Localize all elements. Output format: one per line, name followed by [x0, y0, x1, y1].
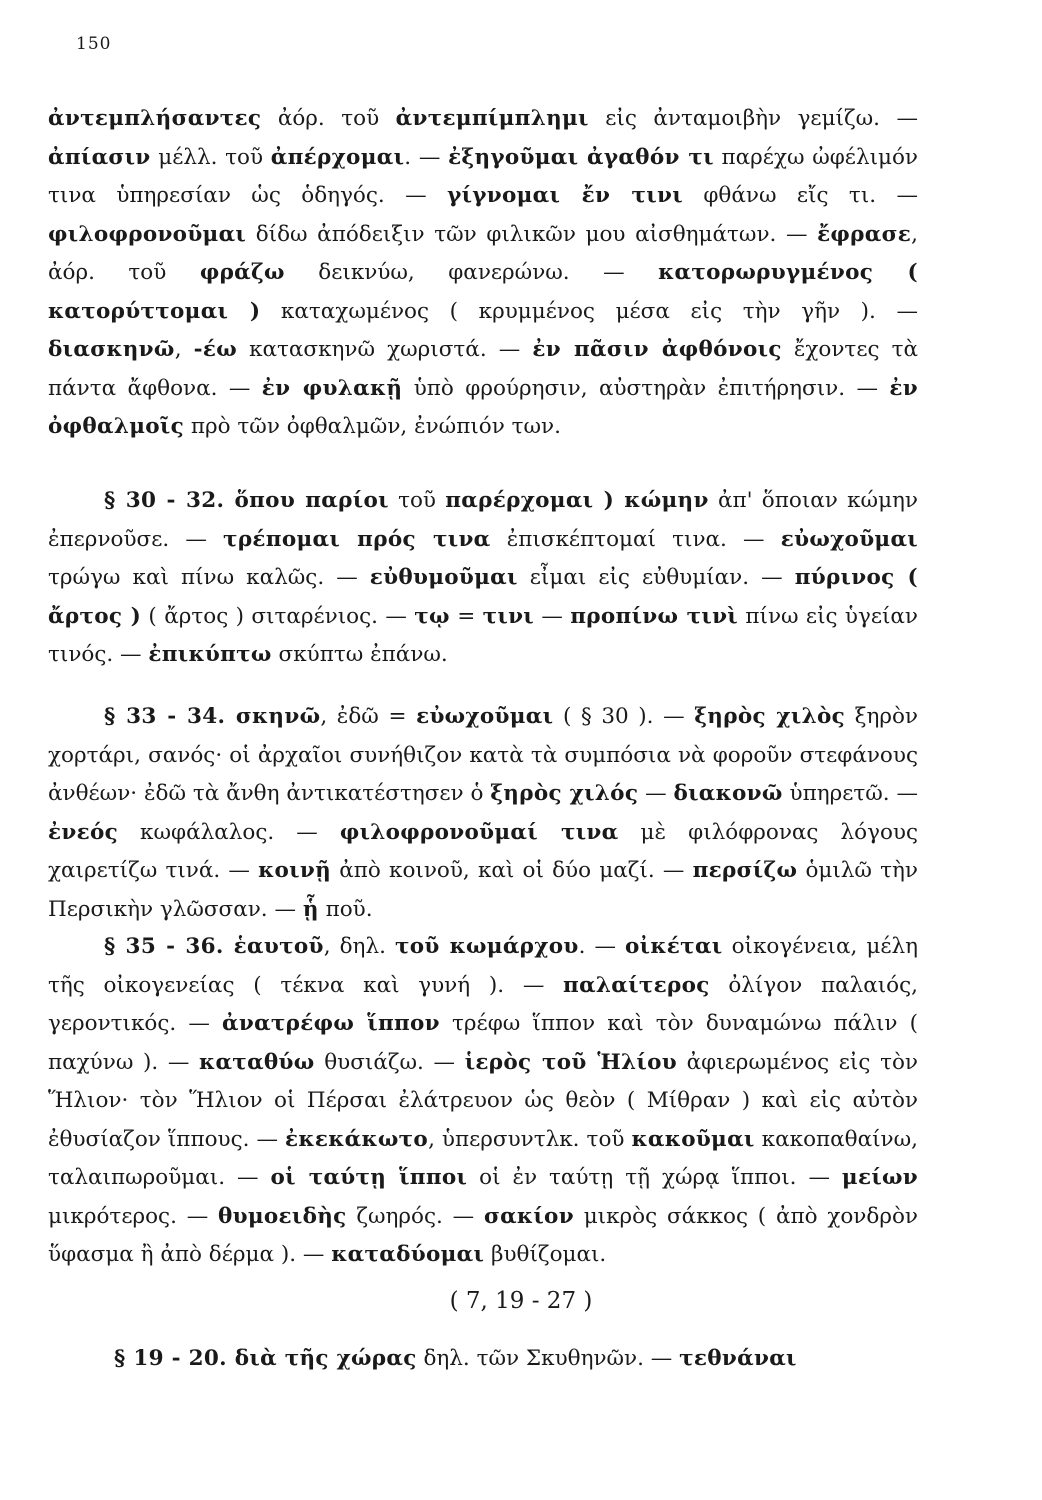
definition-text: ὀλίγον παλαιός, γεροντικός. — — [48, 972, 918, 1036]
definition-text: βυθίζομαι. — [484, 1242, 607, 1267]
definition-text: τρέφω ἵππον καὶ τὸν δυναμώνω πάλιν ( παχύνω ). — — [48, 1011, 918, 1075]
headword: ἀνατρέφω ἵππον — [222, 1011, 440, 1036]
definition-text: ἀπ' ὅποιαν κώμην ἐπερνοῦσε. — — [48, 488, 919, 552]
definition-text: κατασκηνῶ χωριστά. — — [236, 337, 533, 362]
definition-text: ὑπὸ φρούρησιν, αὐστηρὰν ἐπιτήρησιν. — — [402, 375, 890, 401]
definition-text: ὁμιλῶ τὴν Περσικὴν γλῶσσαν. — — [48, 858, 918, 922]
definition-text: φθάνω εἴς τι. — — [682, 183, 918, 208]
headword: κοινῇ — [258, 858, 332, 883]
headword: τοῦ κωμάρχου — [394, 934, 579, 959]
headword: § 35 - 36. ἑαυτοῦ — [104, 934, 324, 959]
definition-text: ἔχοντες τὰ πάντα ἄφθονα. — — [48, 337, 918, 401]
headword: φιλοφρονοῦμαί τινα — [339, 819, 619, 845]
headword: γίγνομαι ἔν τινι — [447, 183, 683, 208]
headword: ἐκεκάκωτο — [285, 1126, 429, 1152]
headword: § 33 - 34. σκηνῶ — [104, 704, 321, 729]
definition-text: = — [449, 603, 483, 629]
definition-text: , ἐδῶ = — [320, 704, 417, 729]
definition-text: — — [638, 781, 674, 806]
definition-text: ὑπηρετῶ. — — [782, 781, 919, 806]
headword: παλαίτερος — [563, 972, 710, 998]
definition-text: εἶμαι εἰς εὐθυμίαν. — — [517, 565, 795, 590]
definition-text: κακοπαθαίνω, ταλαιπωροῦμαι. — — [48, 1126, 918, 1190]
headword: τινι — [482, 603, 534, 629]
definition-text: ἀόρ. τοῦ — [261, 106, 396, 131]
headword: θυμοειδὴς — [217, 1203, 347, 1229]
page-number: 150 — [76, 34, 112, 54]
definition-text: τοῦ — [388, 488, 446, 513]
headword: καταθύω — [199, 1049, 315, 1075]
headword: εὐθυμοῦμαι — [369, 565, 518, 590]
headword: διακονῶ — [673, 781, 783, 806]
definition-text: μικρότερος. — — [48, 1203, 218, 1229]
headword: § 30 - 32. ὅπου παρίοι — [104, 488, 389, 513]
definition-text: . — — [578, 934, 626, 959]
headword: ᾗ — [302, 896, 319, 922]
definition-text: ξηρὸν χορτάρι, σανός· οἱ ἀρχαῖοι συνήθιζον κατὰ τὰ συμπόσια νὰ φοροῦν στεφάνους ἀνθέων· ἐδῶ τὰ ἄνθη ἀντικατέστησεν ὁ — [48, 704, 918, 806]
definition-text: . — — [404, 144, 449, 170]
headword: ἀντεμπλήσαντες — [48, 106, 262, 131]
headword: ἀντεμπίμπλημι — [395, 106, 589, 131]
headword: ἐνεός — [48, 819, 118, 845]
headword: ξηρὸς χιλός — [490, 781, 639, 806]
definition-text: ἀφιερωμένος εἰς τὸν Ἥλιον· τὸν Ἥλιον οἱ Πέρσαι ἐλάτρευον ὡς θεὸν ( Μίθραν ) καὶ εἰς αὐτὸν ἐθυσίαζον ἵππους. — — [48, 1049, 918, 1152]
headword: οἱ ταύτῃ ἵπποι — [270, 1165, 468, 1190]
definition-text: καταχωμένος ( κρυμμένος μέσα εἰς τὴν γῆν ). — — [260, 298, 918, 324]
definition-text: οἰκογένεια, μέλη τῆς οἰκογενείας ( τέκνα καὶ γυνή ). — — [48, 934, 918, 998]
definition-text: δίδω ἀπόδειξιν τῶν φιλικῶν μου αἰσθημάτων. — — [246, 221, 818, 247]
definition-text: κωφάλαλος. — — [118, 819, 340, 845]
paragraph-section-33-34 — [48, 698, 918, 929]
headword: ἐπικύπτω — [148, 642, 272, 667]
definition-text: μικρὸς σάκκος ( ἀπὸ χονδρὸν ὕφασμα ἢ ἀπὸ δέρμα ). — — [48, 1203, 918, 1267]
headword: φιλοφρονοῦμαι — [48, 221, 247, 247]
headword: εὐωχοῦμαι — [780, 526, 918, 552]
definition-text: οἱ ἐν ταύτῃ τῇ χώρᾳ ἵπποι. — — [467, 1165, 842, 1190]
definition-text: σκύπτω ἐπάνω. — [271, 642, 448, 667]
headword: οἰκέται — [625, 934, 723, 959]
definition-text: , — [174, 337, 194, 362]
paragraph-glossary-intro — [48, 100, 918, 447]
headword: μείων — [841, 1165, 919, 1190]
definition-text: τρώγω καὶ πίνω καλῶς. — — [48, 565, 370, 590]
headword: προπίνω τινὶ — [570, 603, 738, 629]
definition-text: , δηλ. — [323, 934, 395, 959]
definition-text: πίνω εἰς ὑγείαν τινός. — — [48, 603, 918, 667]
chapter-reference: ( 7, 19 - 27 ) — [449, 1288, 593, 1314]
definition-text: — — [534, 603, 571, 629]
headword: ξηρὸς χιλὸς — [694, 704, 845, 729]
definition-text: ( § 30 ). — — [553, 704, 695, 729]
definition-text: δεικνύω, φανερώνω. — — [284, 260, 659, 285]
definition-text: ἀπὸ κοινοῦ, καὶ οἱ δύο μαζί. — — [331, 858, 693, 883]
definition-text: πρὸ τῶν ὀφθαλμῶν, ἐνώπιόν των. — [184, 414, 561, 439]
paragraph-section-35-36 — [48, 928, 918, 1275]
headword: § 19 - 20. διὰ τῆς χώρας — [114, 1346, 417, 1371]
headword: ἐξηγοῦμαι ἀγαθόν τι — [448, 144, 714, 170]
headword: ἔφρασε — [817, 221, 912, 247]
definition-text: θυσιάζω. — — [314, 1049, 465, 1075]
definition-text: , ὑπερσυντλκ. τοῦ — [428, 1126, 632, 1152]
definition-text: ἐπισκέπτομαί τινα. — — [490, 526, 781, 552]
headword: εὐωχοῦμαι — [416, 704, 554, 729]
definition-text: εἰς ἀνταμοιβὴν γεμίζω. — — [588, 106, 918, 131]
headword: τεθνάναι — [679, 1346, 797, 1371]
headword: κακοῦμαι — [631, 1126, 755, 1152]
headword: ἐν ὀφθαλμοῖς — [48, 375, 918, 439]
paragraph-section-19-20 — [58, 1340, 908, 1379]
paragraph-section-30-32 — [48, 482, 918, 675]
definition-text: ζωηρός. — — [346, 1203, 484, 1229]
definition-text: μέλλ. τοῦ — [150, 144, 271, 170]
headword: ἀπέρχομαι — [270, 144, 405, 170]
headword: καταδύομαι — [331, 1242, 485, 1267]
headword: ἀπίασιν — [48, 144, 151, 170]
headword: ἐν φυλακῇ — [261, 375, 403, 401]
definition-text: δηλ. τῶν Σκυθηνῶν. — — [416, 1346, 680, 1371]
headword: τρέπομαι πρός τινα — [223, 526, 491, 552]
headword: -έω — [193, 337, 237, 362]
definition-text: ποῦ. — [318, 896, 373, 922]
headword: φράζω — [199, 260, 285, 285]
headword: κατορωρυγμένος ( κατορύττομαι ) — [48, 260, 918, 324]
headword: διασκηνῶ — [48, 337, 175, 362]
headword: πύρινος ( ἄρτος ) — [48, 565, 918, 629]
definition-text: ( ἄρτος ) σιταρένιος. — — [141, 603, 415, 629]
definition-text: , ἀόρ. τοῦ — [48, 221, 918, 285]
headword: τῳ — [414, 603, 450, 629]
headword: σακίον — [483, 1203, 574, 1229]
headword: περσίζω — [692, 858, 798, 883]
definition-text: παρέχω ὠφέλιμόν τινα ὑπηρεσίαν ὡς ὁδηγός. — — [48, 144, 918, 208]
headword: ἐν πᾶσιν ἀφθόνοις — [532, 337, 782, 362]
headword: παρέρχομαι ) κώμην — [445, 488, 709, 513]
definition-text: μὲ φιλόφρονας λόγους χαιρετίζω τινά. — — [48, 819, 918, 883]
headword: ἱερὸς τοῦ Ἡλίου — [464, 1049, 677, 1075]
